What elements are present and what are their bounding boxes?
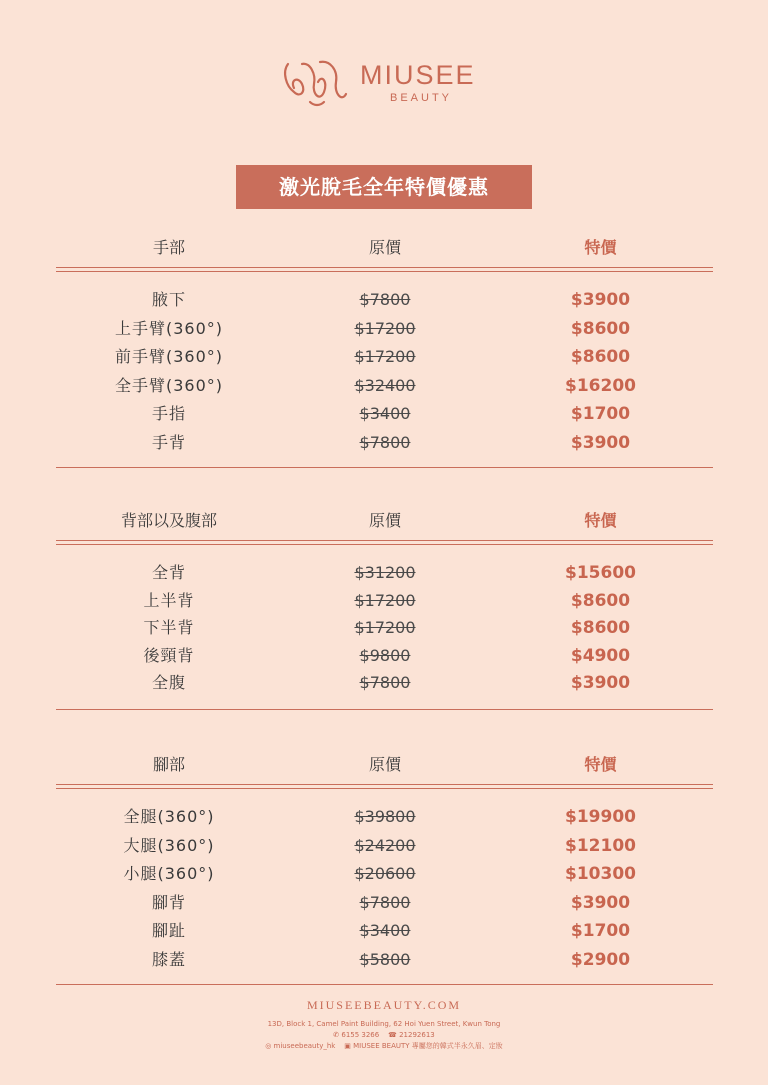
- brand-name: MIUSEE: [360, 60, 476, 90]
- original-price-header: 原價: [368, 755, 401, 774]
- section-divider: [56, 467, 713, 468]
- price-row: 上半背 $17200 $8600: [56, 587, 713, 615]
- miusee-logo-icon: [280, 52, 352, 110]
- section-divider: [56, 984, 713, 985]
- special-price: $4900: [570, 645, 631, 666]
- original-price: $17200: [354, 318, 416, 338]
- special-price: $15600: [565, 563, 636, 583]
- price-row: 手指 $3400 $1700: [56, 400, 713, 429]
- price-row: 全腿(360°) $39800 $19900: [56, 803, 713, 832]
- price-row: 腳趾 $3400 $1700: [56, 917, 713, 946]
- special-price: $19900: [565, 807, 636, 827]
- website-link[interactable]: MIUSEEBEAUTY.COM: [306, 998, 462, 1012]
- special-price-header: 特價: [584, 755, 617, 774]
- instagram-handle[interactable]: miuseebeauty_hk: [273, 1042, 336, 1050]
- original-price: $31200: [354, 563, 416, 582]
- section-hands: [56, 233, 713, 468]
- price-row: 腋下 $7800 $3900: [56, 286, 713, 315]
- footer: [0, 998, 768, 1052]
- price-row: 後頸背 $9800 $4900: [56, 642, 713, 670]
- header-divider: [56, 267, 713, 272]
- brand-sub: BEAUTY: [390, 92, 453, 104]
- special-price-header: 特價: [584, 511, 617, 530]
- special-price: $8600: [570, 318, 631, 339]
- special-price: $1700: [570, 921, 631, 942]
- price-row: 全手臂(360°) $32400 $16200: [56, 372, 713, 401]
- original-price: $17200: [354, 590, 416, 610]
- promo-banner: 激光脫毛全年特價優惠: [236, 165, 532, 209]
- special-price: $3900: [570, 673, 631, 694]
- section-title: 腳部: [152, 755, 185, 774]
- price-row: 上手臂(360°) $17200 $8600: [56, 315, 713, 344]
- original-price: $7800: [359, 673, 411, 693]
- special-price: $3900: [570, 290, 631, 310]
- original-price: $32400: [354, 375, 416, 395]
- section-back-abdomen: [56, 506, 713, 710]
- price-row: 手背 $7800 $3900: [56, 429, 713, 458]
- price-row: 膝蓋 $5800 $2900: [56, 946, 713, 975]
- header-divider: [56, 784, 713, 789]
- special-price-header: 特價: [584, 238, 617, 257]
- special-price: $8600: [570, 590, 631, 611]
- price-row: 小腿(360°) $20600 $10300: [56, 860, 713, 889]
- original-price: $5800: [359, 949, 411, 969]
- phone-number[interactable]: 21292613: [399, 1031, 435, 1039]
- price-row: 大腿(360°) $24200 $12100: [56, 832, 713, 861]
- price-row: 前手臂(360°) $17200 $8600: [56, 343, 713, 372]
- whatsapp-icon: ✆: [333, 1031, 340, 1039]
- special-price: $1700: [570, 404, 631, 425]
- section-title: 手部: [152, 238, 185, 257]
- original-price: $24200: [354, 835, 416, 855]
- original-price: $7800: [359, 290, 411, 309]
- brand-logo: [0, 52, 768, 112]
- special-price: $16200: [565, 375, 636, 396]
- special-price: $8600: [570, 618, 631, 639]
- section-divider: [56, 709, 713, 710]
- header-divider: [56, 540, 713, 545]
- special-price: $3900: [570, 892, 631, 913]
- facebook-page[interactable]: MIUSEE BEAUTY 專屬您的韓式半永久眉、定妝: [353, 1042, 503, 1050]
- section-title: 背部以及腹部: [120, 511, 217, 530]
- price-row: 下半背 $17200 $8600: [56, 614, 713, 642]
- original-price: $20600: [354, 864, 416, 884]
- phone-icon: ☎: [388, 1031, 397, 1039]
- original-price: $7800: [359, 892, 411, 912]
- original-price: $17200: [354, 347, 416, 367]
- special-price: $10300: [565, 864, 636, 885]
- original-price-header: 原價: [368, 511, 401, 530]
- original-price: $3400: [359, 404, 411, 424]
- special-price: $3900: [570, 432, 631, 453]
- special-price: $2900: [570, 949, 631, 970]
- address: 13D, Block 1, Camel Paint Building, 62 Hoi Yuen Street, Kwun Tong: [267, 1020, 501, 1028]
- original-price-header: 原價: [368, 238, 401, 257]
- price-row: 全背 $31200 $15600: [56, 559, 713, 587]
- price-row: 腳背 $7800 $3900: [56, 889, 713, 918]
- original-price: $9800: [359, 645, 411, 665]
- original-price: $3400: [359, 921, 411, 941]
- instagram-icon: ◎: [265, 1042, 272, 1050]
- section-legs: [56, 750, 713, 985]
- special-price: $8600: [570, 347, 631, 368]
- special-price: $12100: [565, 835, 636, 856]
- facebook-icon: ▣: [344, 1042, 351, 1050]
- price-row: 全腹 $7800 $3900: [56, 669, 713, 697]
- whatsapp-number[interactable]: 6155 3266: [341, 1031, 380, 1039]
- original-price: $17200: [354, 618, 416, 638]
- original-price: $39800: [354, 807, 416, 826]
- original-price: $7800: [359, 432, 411, 452]
